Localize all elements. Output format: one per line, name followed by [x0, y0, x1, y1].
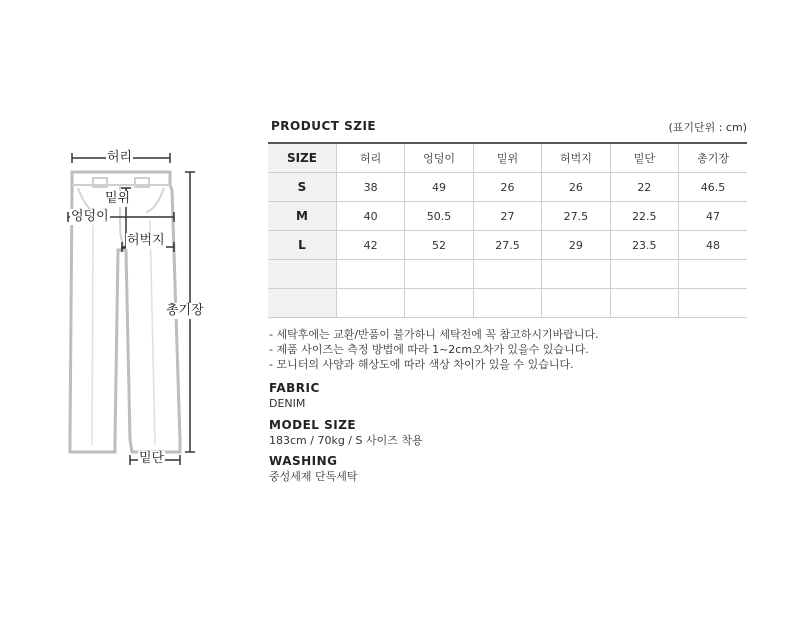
fabric-label: FABRIC	[269, 381, 320, 395]
table-row	[268, 231, 747, 260]
table-cell: 42	[336, 231, 404, 260]
model-size-value: 183cm / 70kg / S 사이즈 착용	[269, 434, 423, 447]
table-cell	[679, 260, 747, 289]
table-cell: 38	[336, 173, 404, 202]
table-cell: 27	[473, 202, 541, 231]
note-line: - 제품 사이즈는 측정 방법에 따라 1~2cm오차가 있을수 있습니다.	[269, 343, 589, 356]
row-size-label: M	[268, 202, 336, 231]
label-rise: 밑위	[105, 191, 131, 206]
row-size-label: S	[268, 173, 336, 202]
table-cell: 26	[542, 173, 610, 202]
unit-note: (표기단위 : cm)	[668, 121, 747, 134]
fabric-value: DENIM	[269, 397, 306, 410]
table-cell: 48	[679, 231, 747, 260]
table-cell	[473, 260, 541, 289]
model-size-label: MODEL SIZE	[269, 418, 357, 432]
fabric-section	[269, 380, 320, 412]
row-size-label	[268, 260, 336, 289]
table-cell: 50.5	[405, 202, 473, 231]
washing-label: WASHING	[269, 454, 338, 468]
table-cell: 52	[405, 231, 473, 260]
row-size-label	[268, 289, 336, 318]
table-cell	[542, 289, 610, 318]
washing-value: 중성세제 단독세탁	[269, 470, 358, 483]
table-cell: 46.5	[679, 173, 747, 202]
table-cell	[610, 260, 678, 289]
note-line: - 세탁후에는 교환/반품이 불가하니 세탁전에 꼭 참고하시기바랍니다.	[269, 328, 599, 341]
label-total-length: 총기장	[166, 303, 204, 318]
table-cell	[405, 289, 473, 318]
table-cell: 40	[336, 202, 404, 231]
header-thigh: 허벅지	[542, 143, 610, 173]
header-waist: 허리	[336, 143, 404, 173]
header-total-length: 총기장	[679, 143, 747, 173]
table-cell	[336, 260, 404, 289]
table-cell	[610, 289, 678, 318]
washing-section	[269, 453, 358, 485]
row-size-label: L	[268, 231, 336, 260]
product-size-title: PRODUCT SZIE	[271, 119, 377, 133]
table-cell	[473, 289, 541, 318]
table-cell: 27.5	[542, 202, 610, 231]
table-cell: 47	[679, 202, 747, 231]
label-hip: 엉덩이	[71, 209, 109, 224]
table-header-row	[268, 143, 747, 173]
table-row	[268, 202, 747, 231]
label-waist: 허리	[107, 150, 133, 165]
table-cell: 22.5	[610, 202, 678, 231]
header-size: SIZE	[268, 143, 336, 173]
note-line: - 모니터의 사양과 해상도에 따라 색상 차이가 있을 수 있습니다.	[269, 358, 574, 371]
table-cell	[679, 289, 747, 318]
label-hem: 밑단	[139, 451, 165, 466]
table-cell	[336, 289, 404, 318]
table-row	[268, 260, 747, 289]
table-row	[268, 173, 747, 202]
table-cell	[542, 260, 610, 289]
pants-diagram	[60, 140, 280, 480]
table-cell: 29	[542, 231, 610, 260]
table-cell: 22	[610, 173, 678, 202]
table-cell: 49	[405, 173, 473, 202]
care-notes	[269, 327, 599, 372]
header-hem: 밑단	[610, 143, 678, 173]
label-thigh: 허벅지	[127, 233, 165, 248]
table-row	[268, 289, 747, 318]
model-size-section	[269, 417, 423, 449]
size-table	[268, 142, 747, 318]
table-cell	[405, 260, 473, 289]
table-cell: 27.5	[473, 231, 541, 260]
header-hip: 엉덩이	[405, 143, 473, 173]
table-cell: 23.5	[610, 231, 678, 260]
header-rise: 밑위	[473, 143, 541, 173]
table-cell: 26	[473, 173, 541, 202]
